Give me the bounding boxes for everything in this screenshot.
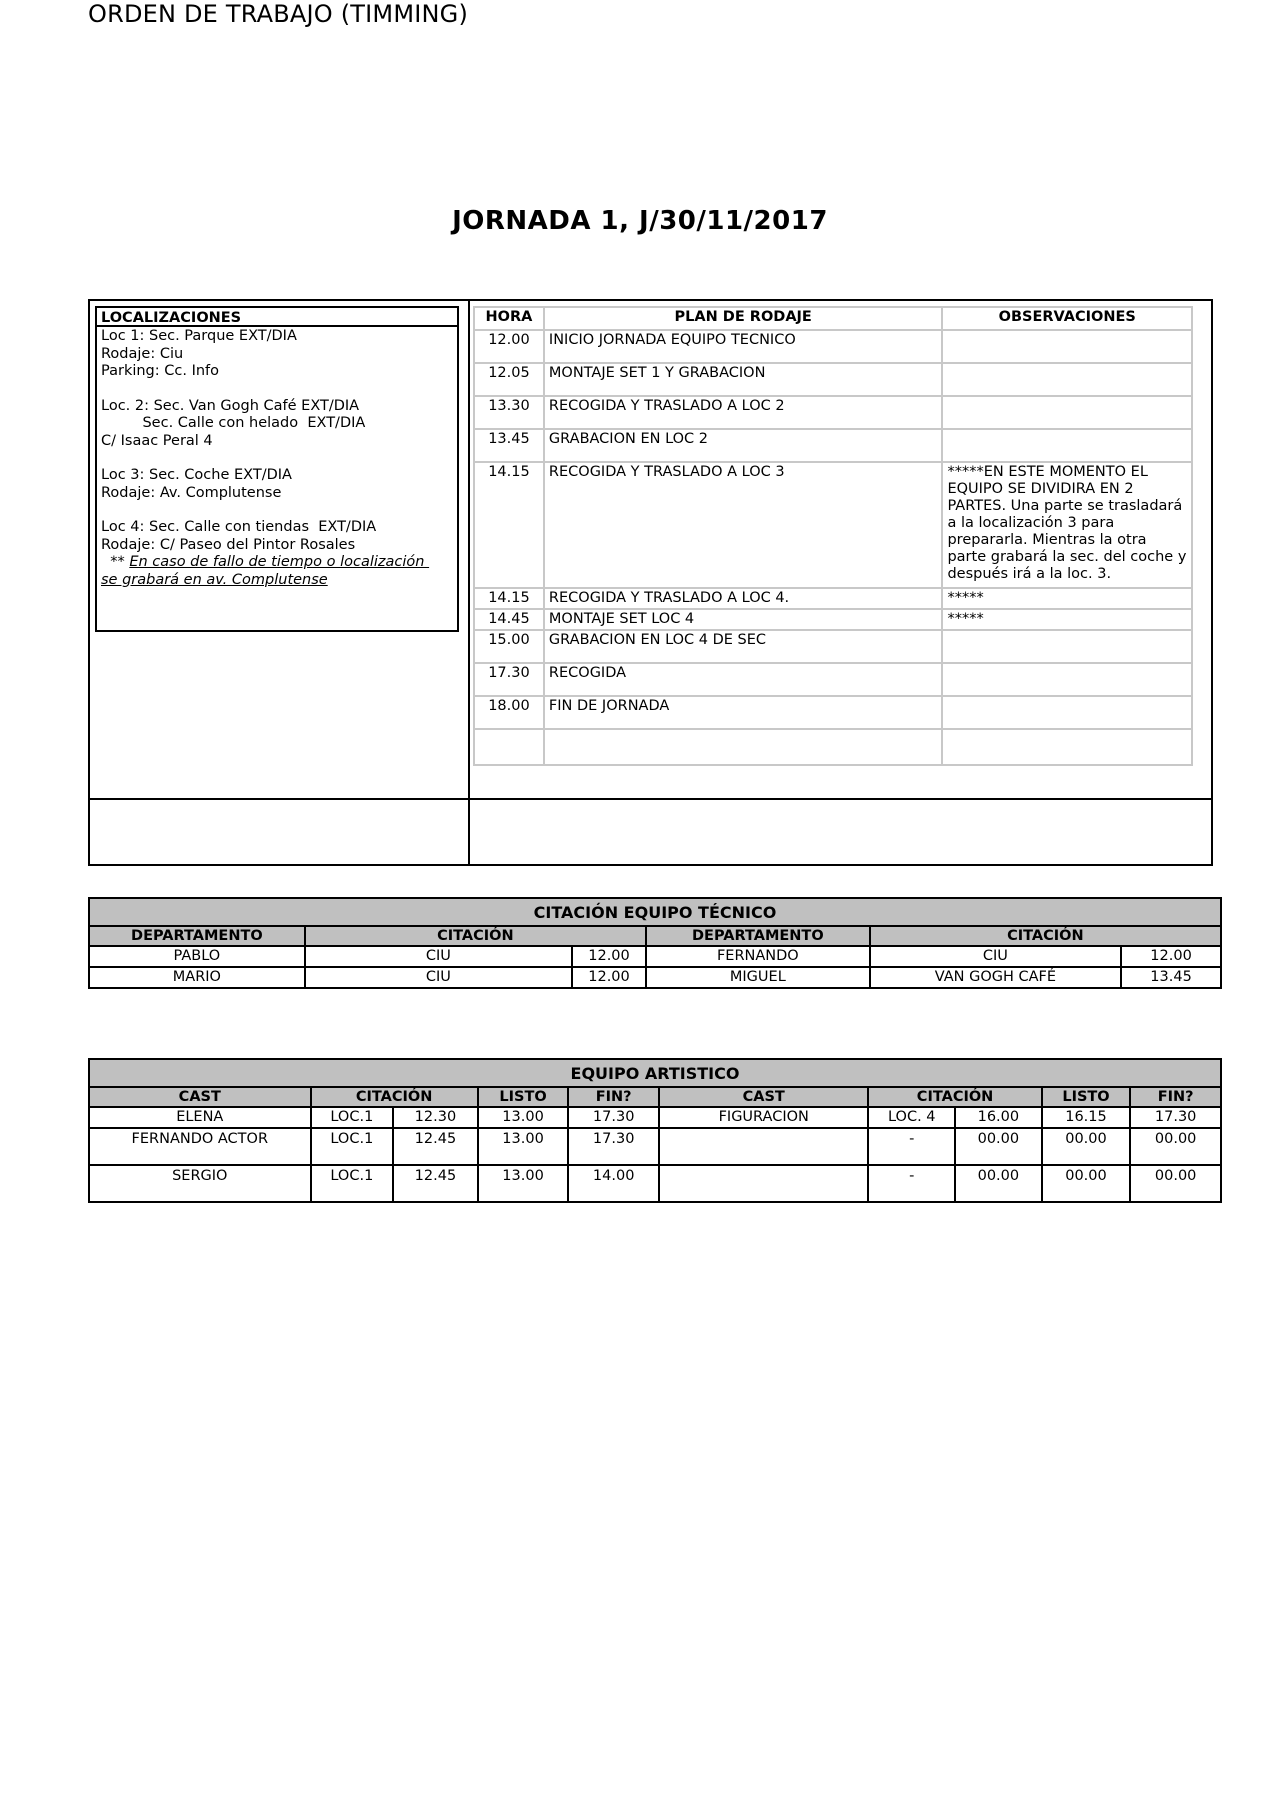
- cast-name: [659, 1165, 868, 1202]
- artistico-header-fin: FIN?: [1130, 1087, 1221, 1107]
- plan-header-plan: PLAN DE RODAJE: [544, 307, 943, 330]
- loc-gap: [101, 450, 453, 467]
- tecnico-header-cit: CITACIÓN: [870, 926, 1221, 946]
- vertical-divider: [468, 301, 470, 864]
- cast-listo: 00.00: [1042, 1128, 1131, 1165]
- plan-hora: 17.30: [474, 663, 544, 696]
- plan-hora: 14.15: [474, 588, 544, 609]
- cast-loc: -: [868, 1165, 955, 1202]
- plan-row: [474, 363, 1192, 396]
- cast-fin: 17.30: [568, 1128, 659, 1165]
- cast-listo: 13.00: [478, 1165, 569, 1202]
- plan-obs: [942, 363, 1192, 396]
- artistico-header-row: [89, 1087, 1221, 1107]
- plan-obs: [942, 663, 1192, 696]
- tecnico-time: 13.45: [1121, 967, 1221, 988]
- loc-note-prefix: **: [101, 554, 130, 570]
- plan-text: FIN DE JORNADA: [544, 696, 943, 729]
- plan-hora: 13.45: [474, 429, 544, 462]
- plan-header-obs: OBSERVACIONES: [942, 307, 1192, 330]
- table-row: [89, 1128, 1221, 1165]
- jornada-title: JORNADA 1, J/30/11/2017: [452, 206, 828, 236]
- plan-row: [474, 630, 1192, 663]
- plan-header-row: [474, 307, 1192, 330]
- loc-line: Parking: Cc. Info: [101, 363, 220, 379]
- localizaciones-title: LOCALIZACIONES: [97, 308, 457, 327]
- localizaciones-body: [97, 327, 457, 590]
- plan-table: [473, 306, 1193, 766]
- plan-text: MONTAJE SET 1 Y GRABACION: [544, 363, 943, 396]
- artistico-header-cit: CITACIÓN: [311, 1087, 478, 1107]
- artistico-header-cit: CITACIÓN: [868, 1087, 1041, 1107]
- artistico-title-row: [89, 1059, 1221, 1087]
- cast-citacion: 12.45: [393, 1165, 478, 1202]
- plan-obs: *****EN ESTE MOMENTO EL EQUIPO SE DIVIDIRA EN 2 PARTES. Una parte se trasladará a la localización 3 para prepararla. Mientras la otra parte grabará la sec. del coche y después irá a la loc. 3.: [942, 462, 1192, 588]
- cast-name: ELENA: [89, 1107, 311, 1128]
- plan-obs: [942, 396, 1192, 429]
- tecnico-name: PABLO: [89, 946, 305, 967]
- loc-gap: [101, 502, 453, 519]
- tecnico-name: FERNANDO: [646, 946, 870, 967]
- tecnico-loc: VAN GOGH CAFÉ: [870, 967, 1121, 988]
- plan-text: GRABACION EN LOC 4 DE SEC: [544, 630, 943, 663]
- tecnico-name: MARIO: [89, 967, 305, 988]
- cast-fin: 17.30: [1130, 1107, 1221, 1128]
- table-row: [89, 1107, 1221, 1128]
- plan-hora: 13.30: [474, 396, 544, 429]
- plan-obs: [942, 630, 1192, 663]
- cast-loc: LOC.1: [311, 1165, 394, 1202]
- plan-obs: [942, 696, 1192, 729]
- cast-citacion: 00.00: [955, 1128, 1042, 1165]
- tecnico-header-dep: DEPARTAMENTO: [646, 926, 870, 946]
- cast-citacion: 00.00: [955, 1165, 1042, 1202]
- artistico-header-cast: CAST: [89, 1087, 311, 1107]
- tecnico-header-row: [89, 926, 1221, 946]
- plan-hora: 12.05: [474, 363, 544, 396]
- document-header: ORDEN DE TRABAJO (TIMMING): [88, 0, 469, 28]
- tecnico-loc: CIU: [305, 946, 572, 967]
- plan-text: RECOGIDA: [544, 663, 943, 696]
- cast-fin: 14.00: [568, 1165, 659, 1202]
- plan-row: [474, 429, 1192, 462]
- cast-fin: 00.00: [1130, 1165, 1221, 1202]
- plan-row: [474, 663, 1192, 696]
- cast-loc: -: [868, 1128, 955, 1165]
- loc-note-text: se grabará en av. Complutense: [101, 571, 328, 588]
- cast-citacion: 12.30: [393, 1107, 478, 1128]
- plan-text: RECOGIDA Y TRASLADO A LOC 4.: [544, 588, 943, 609]
- loc-line: Loc 1: Sec. Parque EXT/DIA: [101, 328, 297, 344]
- plan-hora: [474, 729, 544, 765]
- plan-hora: 15.00: [474, 630, 544, 663]
- plan-obs: [942, 429, 1192, 462]
- plan-row: [474, 588, 1192, 609]
- plan-text: RECOGIDA Y TRASLADO A LOC 3: [544, 462, 943, 588]
- loc-line: C/ Isaac Peral 4: [101, 432, 213, 449]
- cast-name: [659, 1128, 868, 1165]
- plan-row: [474, 696, 1192, 729]
- tecnico-loc: CIU: [870, 946, 1121, 967]
- artistico-header-listo: LISTO: [1042, 1087, 1131, 1107]
- cast-citacion: 16.00: [955, 1107, 1042, 1128]
- loc-gap: [101, 381, 453, 398]
- plan-hora: 14.45: [474, 609, 544, 630]
- plan-header-hora: HORA: [474, 307, 544, 330]
- loc-line: Loc 3: Sec. Coche EXT/DIA: [101, 467, 292, 483]
- plan-text: [544, 729, 943, 765]
- plan-text: GRABACION EN LOC 2: [544, 429, 943, 462]
- plan-row: [474, 396, 1192, 429]
- loc-line: Loc 4: Sec. Calle con tiendas EXT/DIA: [101, 519, 377, 535]
- artistico-header-cast: CAST: [659, 1087, 868, 1107]
- plan-text: INICIO JORNADA EQUIPO TECNICO: [544, 330, 943, 363]
- cast-name: SERGIO: [89, 1165, 311, 1202]
- table-row: [89, 1165, 1221, 1202]
- cast-fin: 17.30: [568, 1107, 659, 1128]
- plan-row-empty: [474, 729, 1192, 765]
- cast-citacion: 12.45: [393, 1128, 478, 1165]
- tecnico-time: 12.00: [1121, 946, 1221, 967]
- table-row: [89, 967, 1221, 988]
- table-row: [89, 946, 1221, 967]
- loc-line: Rodaje: Av. Complutense: [101, 484, 282, 501]
- tecnico-title: CITACIÓN EQUIPO TÉCNICO: [89, 898, 1221, 926]
- loc-line: Rodaje: C/ Paseo del Pintor Rosales: [101, 536, 356, 553]
- plan-text: RECOGIDA Y TRASLADO A LOC 2: [544, 396, 943, 429]
- cast-name: FERNANDO ACTOR: [89, 1128, 311, 1165]
- plan-obs: [942, 729, 1192, 765]
- artistico-title: EQUIPO ARTISTICO: [89, 1059, 1221, 1087]
- plan-obs: *****: [942, 588, 1192, 609]
- cast-loc: LOC.1: [311, 1128, 394, 1165]
- plan-hora: 14.15: [474, 462, 544, 588]
- plan-row: [474, 462, 1192, 588]
- main-frame: [88, 299, 1213, 866]
- tecnico-loc: CIU: [305, 967, 572, 988]
- tecnico-time: 12.00: [572, 946, 646, 967]
- loc-line: Sec. Calle con helado EXT/DIA: [101, 415, 366, 431]
- cast-listo: 16.15: [1042, 1107, 1131, 1128]
- loc-note-text: En caso de fallo de tiempo o localización: [129, 554, 430, 570]
- plan-text: MONTAJE SET LOC 4: [544, 609, 943, 630]
- plan-obs: [942, 330, 1192, 363]
- loc-note-line: [101, 554, 453, 572]
- cast-fin: 00.00: [1130, 1128, 1221, 1165]
- artistico-header-listo: LISTO: [478, 1087, 569, 1107]
- plan-hora: 18.00: [474, 696, 544, 729]
- cast-listo: 13.00: [478, 1107, 569, 1128]
- cast-name: FIGURACION: [659, 1107, 868, 1128]
- localizaciones-box: [95, 306, 459, 632]
- tecnico-header-cit: CITACIÓN: [305, 926, 646, 946]
- loc-note-line: [101, 572, 453, 590]
- plan-row: [474, 330, 1192, 363]
- cast-listo: 13.00: [478, 1128, 569, 1165]
- tecnico-title-row: [89, 898, 1221, 926]
- plan-hora: 12.00: [474, 330, 544, 363]
- tecnico-table: [88, 897, 1222, 989]
- plan-obs: *****: [942, 609, 1192, 630]
- artistico-table: [88, 1058, 1222, 1203]
- tecnico-time: 12.00: [572, 967, 646, 988]
- cast-loc: LOC.1: [311, 1107, 394, 1128]
- tecnico-header-dep: DEPARTAMENTO: [89, 926, 305, 946]
- plan-row: [474, 609, 1192, 630]
- tecnico-name: MIGUEL: [646, 967, 870, 988]
- loc-line: Rodaje: Ciu: [101, 345, 184, 362]
- artistico-header-fin: FIN?: [568, 1087, 659, 1107]
- cast-listo: 00.00: [1042, 1165, 1131, 1202]
- cast-loc: LOC. 4: [868, 1107, 955, 1128]
- horizontal-divider: [90, 798, 1211, 800]
- loc-line: Loc. 2: Sec. Van Gogh Café EXT/DIA: [101, 397, 360, 414]
